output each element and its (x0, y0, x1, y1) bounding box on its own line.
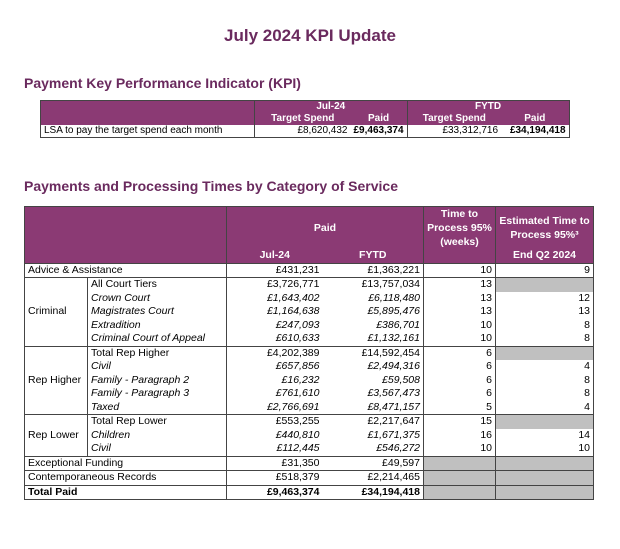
kpi-header-blank (41, 101, 255, 114)
jul-value: £3,726,771 (227, 278, 323, 292)
fytd-value: £5,895,476 (367, 305, 420, 318)
row-label: Total Rep Higher (88, 346, 227, 360)
row-label: Total Paid (25, 485, 227, 500)
est-value: 9 (496, 263, 594, 278)
table-row (25, 442, 594, 456)
kpi-jul-target: £8,620,432 (255, 125, 351, 138)
est-value-empty (496, 456, 594, 471)
table-row (25, 319, 594, 333)
pay-subheader-row (25, 249, 594, 263)
kpi-fytd-target: £33,312,716 (407, 125, 501, 138)
est-value-empty (496, 485, 594, 500)
table-row (25, 292, 594, 306)
pay-sub-fytd: FYTD (359, 249, 387, 262)
kpi-row-label: LSA to pay the target spend each month (41, 125, 255, 138)
kpi-group-jul: Jul-24 (255, 101, 408, 114)
table-row (25, 305, 594, 319)
fytd-value: £13,757,034 (323, 278, 424, 292)
time-value: 10 (424, 263, 496, 278)
fytd-value: £386,701 (376, 318, 420, 331)
jul-value: £657,856 (227, 360, 323, 374)
time-value: 13 (424, 305, 496, 319)
kpi-data-row (41, 125, 570, 138)
table-row (25, 278, 594, 292)
time-value: 6 (424, 346, 496, 360)
pay-header-paid: Paid (227, 207, 424, 250)
est-value-empty (496, 471, 594, 486)
kpi-group-fytd: FYTD (407, 101, 569, 114)
category-label: Criminal (25, 278, 88, 347)
est-value-empty (496, 346, 594, 360)
kpi-jul-paid: £9,463,374 (351, 125, 408, 138)
time-value: 13 (424, 292, 496, 306)
kpi-col-target-fytd: Target Spend (407, 113, 501, 125)
table-row (25, 332, 594, 346)
row-label: Criminal Court of Appeal (91, 332, 205, 345)
time-value: 15 (424, 415, 496, 429)
category-label: Rep Lower (25, 415, 88, 457)
row-label: Magistrates Court (91, 305, 174, 318)
row-label: All Court Tiers (88, 278, 227, 292)
est-value: 8 (496, 387, 594, 401)
jul-value: £431,231 (227, 263, 323, 278)
est-value: 14 (496, 429, 594, 443)
fytd-value: £1,132,161 (367, 332, 420, 345)
kpi-col-target-jul: Target Spend (255, 113, 351, 125)
jul-value: £761,610 (227, 387, 323, 401)
table-row (25, 429, 594, 443)
pay-header-time: Time to Process 95% (weeks) (424, 207, 496, 250)
est-value: 4 (496, 360, 594, 374)
time-value: 10 (424, 332, 496, 346)
payments-table (24, 206, 594, 500)
jul-value: £1,164,638 (227, 305, 323, 319)
time-value: 10 (424, 319, 496, 333)
row-label: Advice & Assistance (25, 263, 227, 278)
jul-value: £553,255 (227, 415, 323, 429)
time-value-empty (424, 471, 496, 486)
pay-header-row (25, 207, 594, 250)
est-value-empty (496, 278, 594, 292)
fytd-value: £2,214,465 (323, 471, 424, 486)
kpi-section-title: Payment Key Performance Indicator (KPI) (24, 75, 301, 91)
fytd-value: £6,118,480 (368, 291, 420, 304)
row-label: Civil (91, 442, 111, 455)
time-value: 5 (424, 401, 496, 415)
kpi-table (40, 100, 570, 138)
fytd-value: £49,597 (323, 456, 424, 471)
est-value: 10 (496, 442, 594, 456)
time-value-empty (424, 456, 496, 471)
fytd-value: £3,567,473 (367, 387, 420, 400)
pay-header-est: Estimated Time to Process 95%³ (496, 207, 594, 250)
kpi-header-blank-2 (41, 113, 255, 125)
fytd-value: £14,592,454 (323, 346, 424, 360)
fytd-value: £546,272 (376, 442, 420, 455)
row-label: Exceptional Funding (25, 456, 227, 471)
payments-section-title: Payments and Processing Times by Category of Service (24, 178, 399, 194)
row-label: Family - Paragraph 3 (91, 387, 190, 400)
est-value-empty (496, 415, 594, 429)
jul-value: £440,810 (227, 429, 323, 443)
jul-value: £16,232 (227, 374, 323, 388)
table-row (25, 401, 594, 415)
table-row (25, 360, 594, 374)
est-value: 8 (496, 319, 594, 333)
fytd-value: £34,194,418 (323, 485, 424, 500)
table-row (25, 415, 594, 429)
jul-value: £4,202,389 (227, 346, 323, 360)
total-row (25, 485, 594, 500)
est-value: 12 (496, 292, 594, 306)
jul-value: £2,766,691 (227, 401, 323, 415)
kpi-col-header-row (41, 113, 570, 125)
time-value-empty (424, 485, 496, 500)
est-value: 8 (496, 332, 594, 346)
fytd-value: £1,363,221 (323, 263, 424, 278)
jul-value: £9,463,374 (227, 485, 323, 500)
pay-sub-jul: Jul-24 (227, 249, 323, 263)
jul-value: £518,379 (227, 471, 323, 486)
jul-value: £112,445 (227, 442, 323, 456)
time-value: 6 (424, 360, 496, 374)
time-value: 13 (424, 278, 496, 292)
fytd-value: £8,471,157 (367, 400, 420, 413)
table-row (25, 374, 594, 388)
table-row (25, 387, 594, 401)
row-label: Contemporaneous Records (25, 471, 227, 486)
pay-sub-time-blank (424, 249, 496, 263)
fytd-value: £2,217,647 (323, 415, 424, 429)
kpi-col-paid-jul: Paid (367, 113, 390, 124)
pay-header-blank (25, 207, 227, 250)
fytd-value: £1,671,375 (367, 428, 420, 441)
kpi-col-paid-fytd: Paid (524, 113, 546, 124)
kpi-fytd-paid: £34,194,418 (501, 125, 569, 138)
table-row (25, 346, 594, 360)
fytd-value: £2,494,316 (367, 360, 420, 373)
kpi-group-header-row (41, 101, 570, 114)
row-label: Total Rep Lower (88, 415, 227, 429)
time-value: 6 (424, 387, 496, 401)
category-label: Rep Higher (25, 346, 88, 415)
table-row (25, 456, 594, 471)
row-label: Civil (91, 360, 111, 373)
time-value: 10 (424, 442, 496, 456)
jul-value: £247,093 (227, 319, 323, 333)
table-row (25, 471, 594, 486)
est-value: 8 (496, 374, 594, 388)
row-label: Extradition (91, 318, 141, 331)
row-label: Taxed (91, 400, 120, 413)
jul-value: £1,643,402 (227, 292, 323, 306)
jul-value: £610,633 (227, 332, 323, 346)
page-title: July 2024 KPI Update (224, 26, 396, 45)
est-value: 13 (496, 305, 594, 319)
pay-sub-q2: End Q2 2024 (496, 249, 594, 263)
time-value: 6 (424, 374, 496, 388)
row-label: Crown Court (91, 291, 150, 304)
pay-subheader-blank (25, 249, 227, 263)
jul-value: £31,350 (227, 456, 323, 471)
time-value: 16 (424, 429, 496, 443)
row-label: Children (91, 428, 131, 441)
fytd-value: £59,508 (382, 373, 420, 386)
est-value: 4 (496, 401, 594, 415)
row-label: Family - Paragraph 2 (91, 373, 190, 386)
table-row (25, 263, 594, 278)
